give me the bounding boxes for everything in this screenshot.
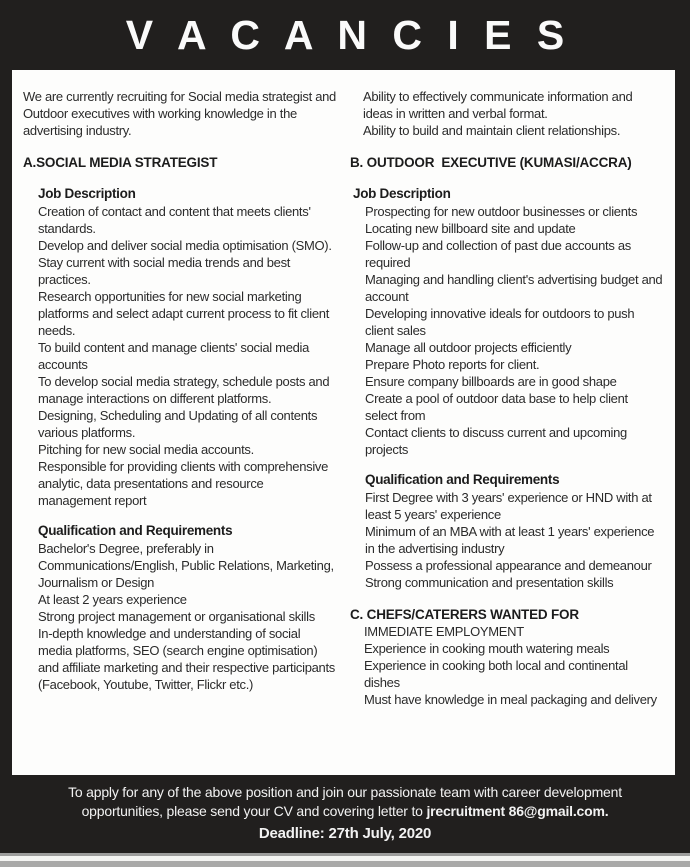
header-banner	[0, 0, 690, 70]
section-c-subheading: IMMEDIATE EMPLOYMENT	[364, 624, 524, 639]
section-a-heading: A.SOCIAL MEDIA STRATEGIST	[23, 155, 218, 170]
list-item: Research opportunities for new social marketing platforms and select adapt current process to fit client needs.	[38, 289, 330, 338]
list-item: Follow-up and collection of past due accounts as required	[365, 238, 631, 270]
section-c-body	[364, 623, 663, 708]
list-item: At least 2 years experience	[38, 592, 187, 607]
section-b-heading: B. OUTDOOR EXECUTIVE (KUMASI/ACCRA)	[350, 155, 632, 170]
footer-banner	[0, 775, 690, 853]
list-item: Managing and handling client's advertising budget and account	[365, 272, 663, 304]
deadline-text: Deadline: 27th July, 2020	[258, 825, 432, 842]
section-b-qualification-items	[365, 489, 663, 591]
section-a-job-description-items	[38, 203, 336, 509]
list-item: Must have knowledge in meal packaging and delivery	[364, 692, 657, 707]
list-item: Strong project management or organisational skills	[38, 609, 315, 624]
list-item: Experience in cooking both local and continental dishes	[364, 658, 628, 690]
list-item: First Degree with 3 years' experience or HND with at least 5 years' experience	[365, 490, 652, 522]
list-item: Designing, Scheduling and Updating of all contents various platforms.	[38, 408, 318, 440]
content-area	[12, 70, 675, 775]
apply-email: jrecruitment 86@gmail.com.	[426, 803, 609, 819]
section-a-qualification-items	[38, 540, 336, 693]
section-a-job-description	[38, 185, 336, 509]
list-item: Ensure company billboards are in good shape	[365, 374, 617, 389]
section-a-qualification-label: Qualification and Requirements	[38, 523, 233, 538]
list-item: Manage all outdoor projects efficiently	[365, 340, 572, 355]
list-item: Prospecting for new outdoor businesses or clients	[365, 204, 638, 219]
page-title: V A C A N C I E S	[125, 11, 572, 58]
section-c-items	[364, 640, 663, 708]
section-a-job-description-label: Job Description	[38, 186, 136, 201]
section-a-qualification	[38, 522, 336, 693]
intro-right-items	[363, 88, 663, 139]
section-b-job-description-label: Job Description	[353, 186, 451, 201]
list-item: Minimum of an MBA with at least 1 years' experience in the advertising industry	[365, 524, 655, 556]
section-b-job-description-items	[365, 203, 663, 458]
list-item: Developing innovative ideals for outdoors to push client sales	[365, 306, 635, 338]
list-item: Bachelor's Degree, preferably in Communications/English, Public Relations, Marketing, Journalism or Design	[38, 541, 334, 590]
list-item: Prepare Photo reports for client.	[365, 357, 540, 372]
apply-text: To apply for any of the above position and join our passionate team with career development opportunities, please send your CV and covering letter to	[68, 784, 622, 819]
list-item: In-depth knowledge and understanding of social media platforms, SEO (search engine optimisation) and affiliate marketing and their respective participants (Facebook, Youtube, Twitter, Flickr etc.)	[38, 626, 336, 692]
list-item: Ability to build and maintain client relationships.	[363, 123, 621, 138]
list-item: Possess a professional appearance and demeanour	[365, 558, 652, 573]
left-column	[23, 86, 336, 775]
intro-paragraph: We are currently recruiting for Social media strategist and Outdoor executives with working knowledge in the advertising industry.	[23, 89, 336, 138]
section-b-qualification-label: Qualification and Requirements	[365, 472, 560, 487]
list-item: Creation of contact and content that meets clients' standards.	[38, 204, 311, 236]
list-item: Responsible for providing clients with comprehensive analytic, data presentations and resource management report	[38, 459, 329, 508]
list-item: Create a pool of outdoor data base to help client select from	[365, 391, 628, 423]
list-item: To build content and manage clients' social media accounts	[38, 340, 310, 372]
list-item: Strong communication and presentation skills	[365, 575, 614, 590]
list-item: Pitching for new social media accounts.	[38, 442, 254, 457]
list-item: Stay current with social media trends and best practices.	[38, 255, 291, 287]
section-c-heading: C. CHEFS/CATERERS WANTED FOR	[350, 607, 579, 622]
bottom-edge-strip	[0, 853, 690, 867]
section-b-job-description	[353, 185, 663, 458]
list-item: To develop social media strategy, schedule posts and manage interactions on different platforms.	[38, 374, 330, 406]
list-item: Experience in cooking mouth watering meals	[364, 641, 610, 656]
apply-instructions	[42, 783, 648, 821]
list-item: Contact clients to discuss current and upcoming projects	[365, 425, 627, 457]
section-b-qualification	[365, 471, 663, 591]
list-item: Locating new billboard site and update	[365, 221, 576, 236]
list-item: Develop and deliver social media optimisation (SMO).	[38, 238, 332, 253]
list-item: Ability to effectively communicate information and ideas in written and verbal format.	[363, 89, 633, 121]
right-column	[350, 86, 663, 775]
strip-line-bottom	[0, 861, 690, 867]
